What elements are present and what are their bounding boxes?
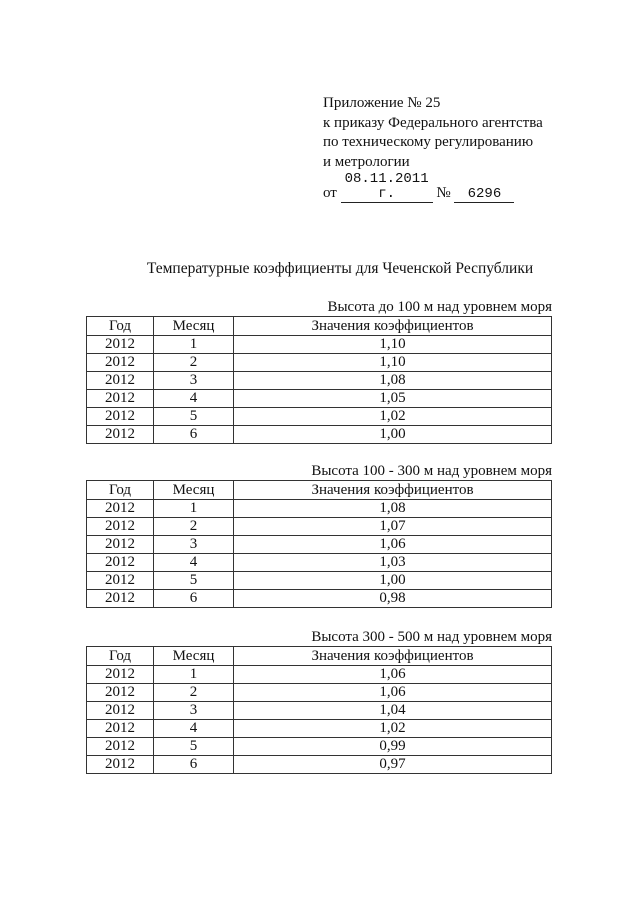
year-cell: 2012 bbox=[87, 756, 154, 774]
table-row bbox=[87, 590, 552, 608]
table-row bbox=[87, 354, 552, 372]
value-cell: 1,00 bbox=[234, 426, 552, 444]
table-caption: Высота 100 - 300 м над уровнем моря bbox=[311, 463, 552, 479]
month-cell: 4 bbox=[154, 554, 234, 572]
value-cell: 1,04 bbox=[234, 702, 552, 720]
header-year: Год bbox=[87, 647, 154, 666]
value-cell: 1,08 bbox=[234, 372, 552, 390]
table-row bbox=[87, 572, 552, 590]
year-cell: 2012 bbox=[87, 702, 154, 720]
table-row bbox=[87, 684, 552, 702]
header-value: Значения коэффициентов bbox=[234, 647, 552, 666]
value-cell: 1,06 bbox=[234, 666, 552, 684]
month-cell: 1 bbox=[154, 666, 234, 684]
order-number: 6296 bbox=[454, 187, 514, 203]
value-cell: 1,05 bbox=[234, 390, 552, 408]
year-cell: 2012 bbox=[87, 738, 154, 756]
table-row bbox=[87, 408, 552, 426]
table-row bbox=[87, 666, 552, 684]
month-cell: 6 bbox=[154, 590, 234, 608]
value-cell: 1,06 bbox=[234, 536, 552, 554]
month-cell: 2 bbox=[154, 354, 234, 372]
value-cell: 0,99 bbox=[234, 738, 552, 756]
table-row bbox=[87, 536, 552, 554]
month-cell: 4 bbox=[154, 390, 234, 408]
coefficients-table bbox=[86, 646, 552, 774]
month-cell: 4 bbox=[154, 720, 234, 738]
year-cell: 2012 bbox=[87, 426, 154, 444]
month-cell: 5 bbox=[154, 572, 234, 590]
year-cell: 2012 bbox=[87, 372, 154, 390]
appendix-line: по техническому регулированию bbox=[323, 134, 534, 150]
value-cell: 1,02 bbox=[234, 720, 552, 738]
value-cell: 1,10 bbox=[234, 336, 552, 354]
year-cell: 2012 bbox=[87, 408, 154, 426]
order-line bbox=[323, 172, 543, 204]
appendix-line: и метрологии bbox=[323, 153, 410, 170]
year-cell: 2012 bbox=[87, 500, 154, 518]
appendix-line: Приложение № 25 bbox=[323, 95, 441, 111]
from-label: от bbox=[323, 185, 337, 201]
month-cell: 3 bbox=[154, 372, 234, 390]
value-cell: 1,02 bbox=[234, 408, 552, 426]
header-value: Значения коэффициентов bbox=[234, 317, 552, 336]
month-cell: 5 bbox=[154, 408, 234, 426]
value-cell: 1,00 bbox=[234, 572, 552, 590]
month-cell: 3 bbox=[154, 536, 234, 554]
appendix-header bbox=[323, 94, 543, 204]
header-value: Значения коэффициентов bbox=[234, 481, 552, 500]
header-year: Год bbox=[87, 317, 154, 336]
year-cell: 2012 bbox=[87, 554, 154, 572]
table-row bbox=[87, 756, 552, 774]
header-month: Месяц bbox=[154, 481, 234, 500]
year-cell: 2012 bbox=[87, 684, 154, 702]
table-header bbox=[87, 647, 552, 666]
table-row bbox=[87, 554, 552, 572]
year-cell: 2012 bbox=[87, 536, 154, 554]
table-row bbox=[87, 390, 552, 408]
month-cell: 2 bbox=[154, 684, 234, 702]
value-cell: 1,10 bbox=[234, 354, 552, 372]
year-cell: 2012 bbox=[87, 720, 154, 738]
header-year: Год bbox=[87, 481, 154, 500]
table-header bbox=[87, 317, 552, 336]
table-caption: Высота 300 - 500 м над уровнем моря bbox=[311, 629, 552, 645]
value-cell: 0,97 bbox=[234, 756, 552, 774]
year-cell: 2012 bbox=[87, 336, 154, 354]
number-label: № bbox=[436, 185, 451, 201]
year-cell: 2012 bbox=[87, 390, 154, 408]
document-title: Температурные коэффициенты для Чеченской Республики bbox=[146, 260, 534, 277]
value-cell: 1,08 bbox=[234, 500, 552, 518]
table-row bbox=[87, 720, 552, 738]
year-cell: 2012 bbox=[87, 572, 154, 590]
appendix-line: к приказу Федерального агентства bbox=[323, 114, 543, 131]
table-row bbox=[87, 372, 552, 390]
table-row bbox=[87, 500, 552, 518]
month-cell: 1 bbox=[154, 500, 234, 518]
year-cell: 2012 bbox=[87, 666, 154, 684]
year-cell: 2012 bbox=[87, 590, 154, 608]
table-header bbox=[87, 481, 552, 500]
table-row bbox=[87, 426, 552, 444]
value-cell: 0,98 bbox=[234, 590, 552, 608]
table-caption: Высота до 100 м над уровнем моря bbox=[327, 299, 552, 315]
header-month: Месяц bbox=[154, 317, 234, 336]
year-cell: 2012 bbox=[87, 518, 154, 536]
month-cell: 3 bbox=[154, 702, 234, 720]
table-row bbox=[87, 738, 552, 756]
coefficients-table bbox=[86, 480, 552, 608]
month-cell: 2 bbox=[154, 518, 234, 536]
value-cell: 1,03 bbox=[234, 554, 552, 572]
value-cell: 1,06 bbox=[234, 684, 552, 702]
month-cell: 6 bbox=[154, 756, 234, 774]
table-row bbox=[87, 336, 552, 354]
month-cell: 5 bbox=[154, 738, 234, 756]
value-cell: 1,07 bbox=[234, 518, 552, 536]
table-row bbox=[87, 518, 552, 536]
header-month: Месяц bbox=[154, 647, 234, 666]
month-cell: 1 bbox=[154, 336, 234, 354]
month-cell: 6 bbox=[154, 426, 234, 444]
year-cell: 2012 bbox=[87, 354, 154, 372]
coefficients-table bbox=[86, 316, 552, 444]
order-date: 08.11.2011 г. bbox=[341, 172, 433, 203]
table-row bbox=[87, 702, 552, 720]
